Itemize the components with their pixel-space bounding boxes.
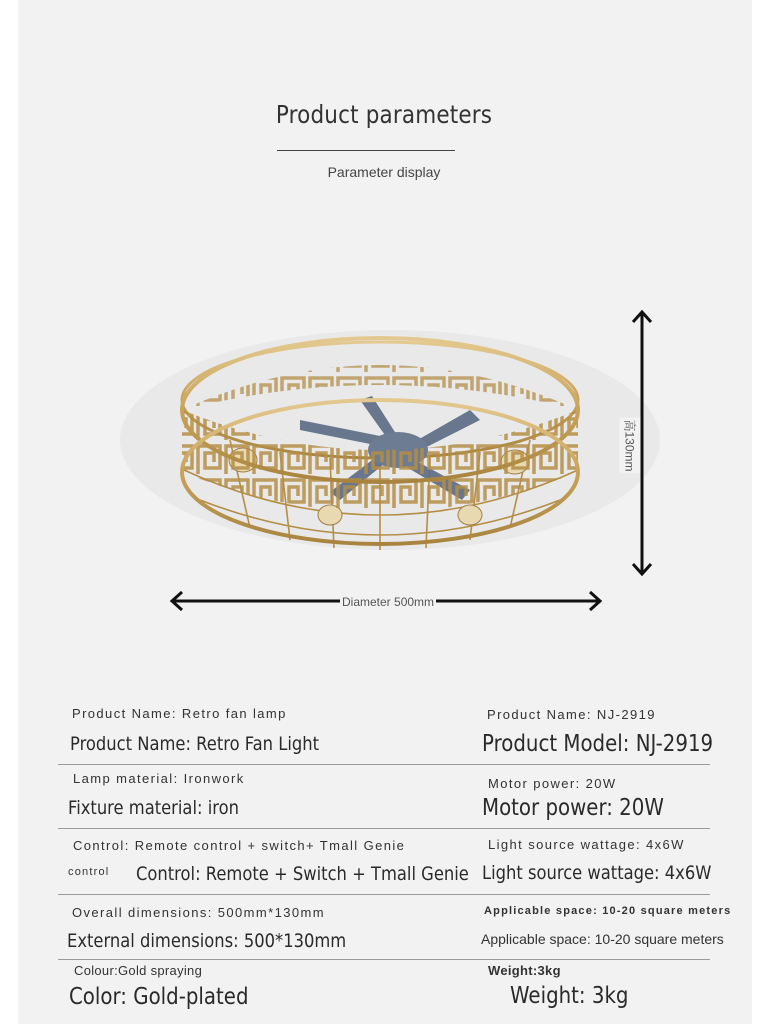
row-divider: [58, 764, 710, 765]
row5-right-big: Weight: 3kg: [510, 983, 629, 1009]
row3-left-tiny: control: [68, 866, 110, 878]
row4-right-small: Applicable space: 10-20 square meters: [484, 905, 732, 917]
row1-left-small: Product Name: Retro fan lamp: [72, 706, 287, 721]
row4-left-small: Overall dimensions: 500mm*130mm: [72, 905, 325, 920]
row2-left-big: Fixture material: iron: [68, 797, 239, 819]
row3-left-big: Control: Remote + Switch + Tmall Genie: [136, 863, 469, 885]
row5-right-small: Weight:3kg: [488, 963, 561, 978]
row4-right-big: Applicable space: 10-20 square meters: [481, 931, 724, 947]
row2-left-small: Lamp material: Ironwork: [73, 771, 245, 786]
height-label: 高130mm: [620, 417, 641, 473]
row1-right-big: Product Model: NJ-2919: [482, 731, 714, 757]
row-divider: [58, 894, 710, 895]
row1-left-big: Product Name: Retro Fan Light: [70, 733, 320, 755]
row3-right-small: Light source wattage: 4x6W: [488, 837, 685, 852]
page-title: Product parameters: [275, 100, 493, 129]
row-divider: [58, 959, 710, 960]
row5-left-small: Colour:Gold spraying: [74, 963, 203, 978]
row2-right-small: Motor power: 20W: [488, 776, 617, 791]
row1-right-small: Product Name: NJ-2919: [487, 707, 656, 722]
row4-left-big: External dimensions: 500*130mm: [67, 930, 347, 952]
row2-right-big: Motor power: 20W: [482, 795, 664, 821]
row3-left-small: Control: Remote control + switch+ Tmall Genie: [73, 838, 406, 853]
row-divider: [58, 828, 710, 829]
diameter-label: Diameter 500mm: [342, 595, 435, 609]
row5-left-big: Color: Gold-plated: [69, 984, 249, 1010]
row3-right-big: Light source wattage: 4x6W: [482, 862, 712, 884]
page-subtitle: Parameter display: [327, 164, 441, 180]
